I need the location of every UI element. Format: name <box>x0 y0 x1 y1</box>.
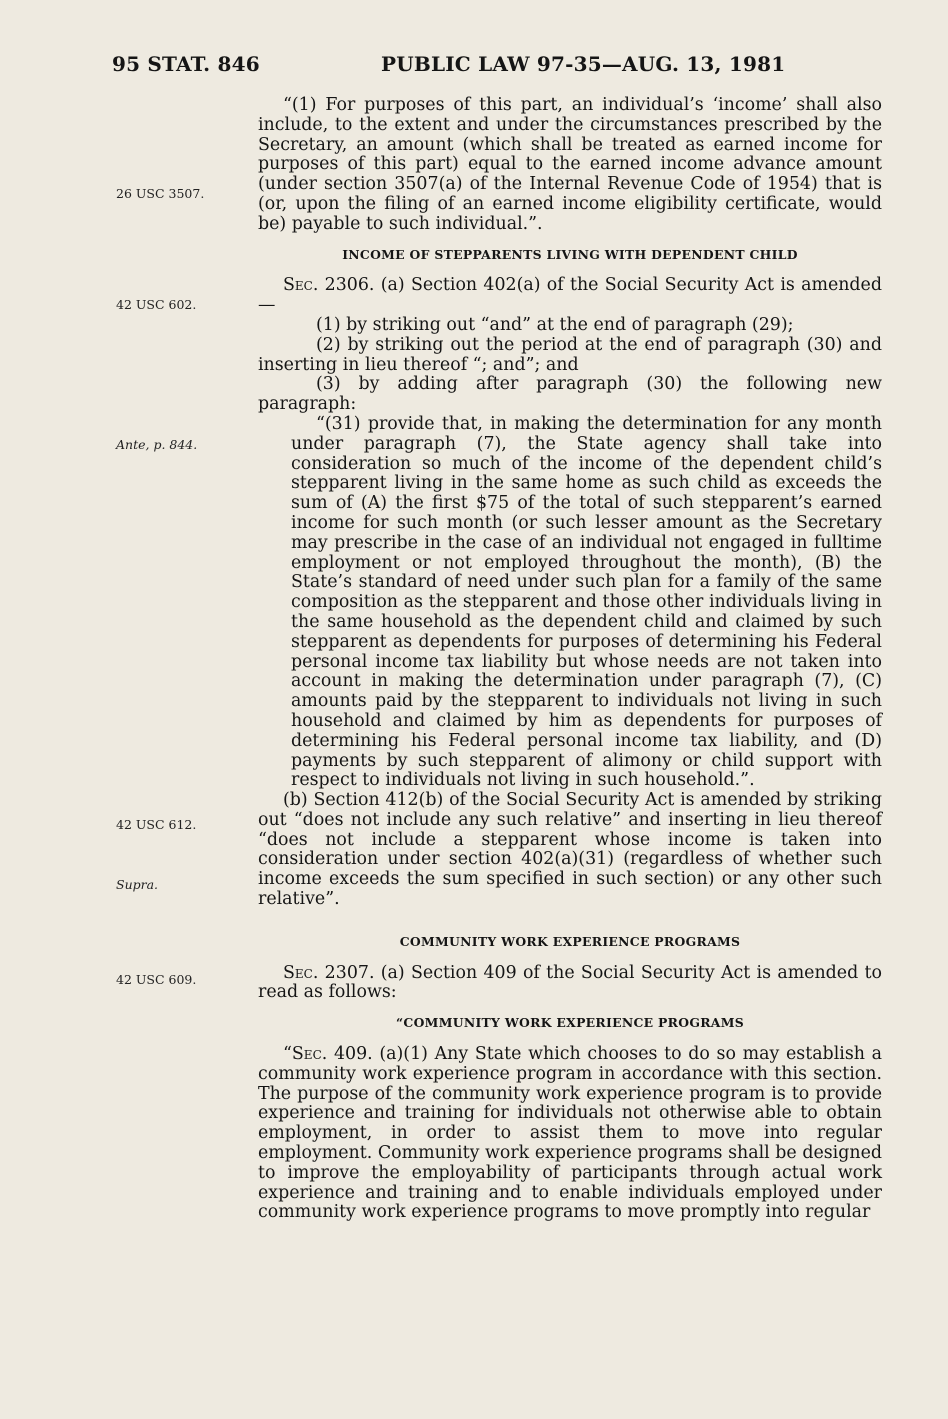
margin-note-42usc609: 42 USC 609. <box>116 972 197 987</box>
section-409-body: 409. (a)(1) Any State which chooses to do so may establish a community work experience program in accordance with this section. The purpose of the community work experience program is to provide experience and training for individuals not otherwise able to obtain employment, in order to assist them to move into regular employment. Community work experience programs shall be designed to improve the employability of participants through actual work experience and training and to enable individuals employed under community work experience programs to move promptly into regular <box>258 1044 882 1223</box>
section-heading-stepparents: INCOME OF STEPPARENTS LIVING WITH DEPENDENT CHILD <box>342 246 798 262</box>
section-2306-intro <box>258 276 882 316</box>
section-2307-text: 2307. (a) Section 409 of the Social Security Act is amended to read as follows: <box>258 962 882 1003</box>
amendment-item-3: (3) by adding after paragraph (30) the following new paragraph: <box>258 374 882 415</box>
paragraph-31: “(31) provide that, in making the determination for any month under paragraph (7), the State agency shall take into consideration so much of the income of the dependent child’s stepparent living in the same home as such child as exceeds the sum of (A) the first $75 of the total of such stepparent’s earned income for such month (or such lesser amount as the Secretary may prescribe in the case of an individual not engaged in fulltime employment or not employed throughout the month), (B) the State’s standard of need under such plan for a family of the same composition as the stepparent and those other individuals living in the same household as the dependent child and claimed by such stepparent as dependents for purposes of determining his Federal personal income tax liability but whose needs are not taken into account in making the determination under paragraph (7), (C) amounts paid by the stepparent to individuals not living in such household and claimed by him as dependents for purposes of determining his Federal personal income tax liability, and (D) payments by such stepparent of alimony or child support with respect to individuals not living in such household.”. <box>291 413 882 791</box>
margin-note-42usc612: 42 USC 612. <box>116 817 197 832</box>
section-2307-intro <box>258 964 882 1004</box>
amendment-item-1: (1) by striking out “and” at the end of paragraph (29); <box>316 314 794 335</box>
section-heading-cwep: COMMUNITY WORK EXPERIENCE PROGRAMS <box>399 933 741 949</box>
margin-note-42usc602: 42 USC 602. <box>116 297 197 312</box>
section-409-text <box>258 1045 882 1223</box>
section-2306-text: 2306. (a) Section 402(a) of the Social Security Act is amended— <box>258 275 882 316</box>
document-body <box>258 96 882 1223</box>
amendment-item-2: (2) by striking out the period at the end of paragraph (30) and inserting in lieu thereof “; and”; and <box>258 334 882 375</box>
margin-note-supra: Supra. <box>116 877 159 892</box>
margin-note-26usc3507: 26 USC 3507. <box>116 186 205 201</box>
sec-label: “Sec. <box>283 1044 328 1065</box>
paragraph-earned-income: “(1) For purposes of this part, an individual’s ‘income’ shall also include, to the extent and under the circumstances prescribed by the Secretary, an amount (which shall be treated as earned income for purposes of this part) equal to the earned income advance amount (under section 3507(a) of the Internal Revenue Code of 1954) that is (or, upon the filing of an earned income eligibility certificate, would be) payable to such individual.”. <box>258 95 882 234</box>
paragraph-b: (b) Section 412(b) of the Social Security Act is amended by striking out “does not include any such relative” and inserting in lieu thereof “does not include a stepparent whose income is taken into consideration under section 402(a)(31) (regardless of whether such income exceeds the sum specified in such section) or any other such relative”. <box>258 790 882 910</box>
sec-label: Sec. <box>283 275 319 296</box>
quoted-heading-cwep: “COMMUNITY WORK EXPERIENCE PROGRAMS <box>396 1015 744 1031</box>
margin-note-ante-p844: Ante, p. 844. <box>116 437 198 452</box>
page-title: PUBLIC LAW 97-35—AUG. 13, 1981 <box>381 52 786 76</box>
statute-page-reference: 95 STAT. 846 <box>112 52 260 76</box>
sec-label: Sec. <box>283 962 319 983</box>
